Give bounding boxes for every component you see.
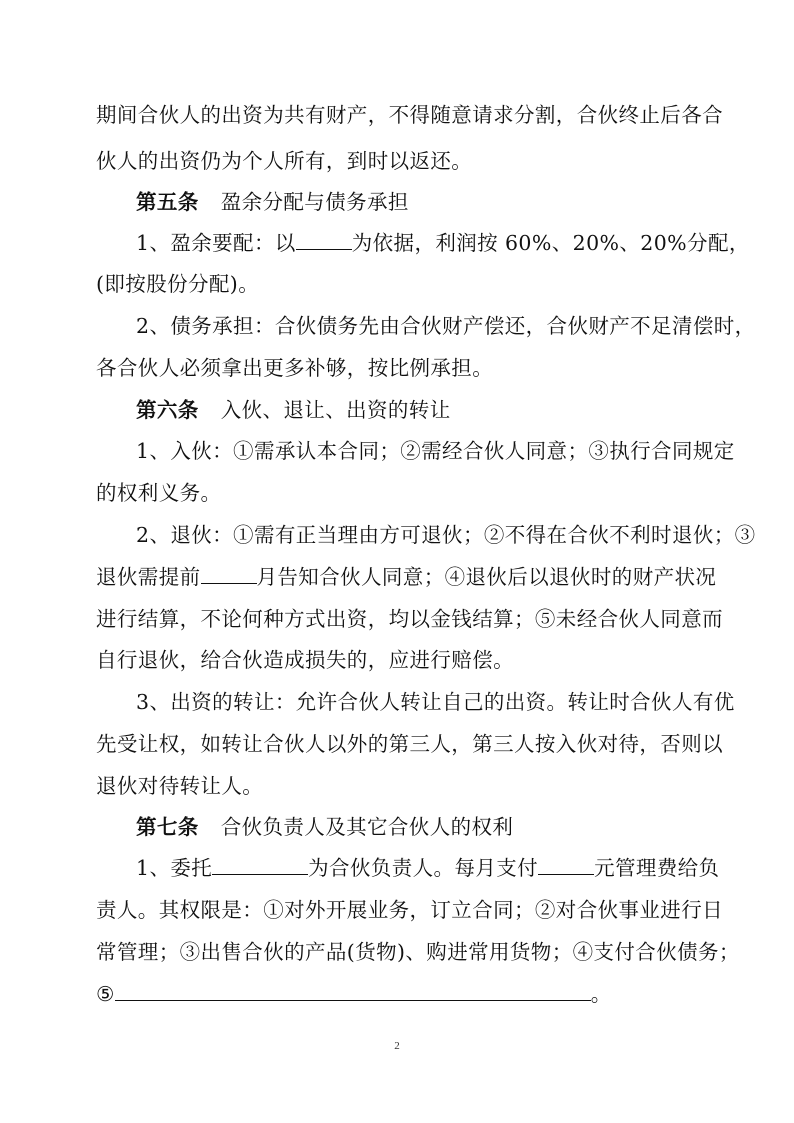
text: 元管理费给负	[594, 856, 720, 880]
text: 。	[590, 982, 612, 1006]
paragraph-line	[96, 269, 700, 299]
text: 责人。其权限是：①对外开展业务，订立合同；②对合伙事业进行日	[96, 898, 723, 922]
text: 的权利义务。	[96, 481, 222, 505]
text: 期间合伙人的出资为共有财产，不得随意请求分割，合伙终止后各合	[96, 103, 723, 127]
text: 退伙对待转让人。	[96, 774, 264, 798]
article-number: 第七条	[136, 815, 199, 839]
text: 为合伙负责人。每月支付	[308, 856, 539, 880]
fill-blank	[115, 981, 591, 1001]
text: 2、退伙：①需有正当理由方可退伙；②不得在合伙不利时退伙；③	[136, 523, 756, 547]
article-title: 盈余分配与债务承担	[220, 190, 409, 214]
page-number: 2	[394, 1040, 400, 1052]
paragraph-line	[96, 353, 700, 383]
paragraph-line	[96, 895, 723, 925]
text: 退伙需提前	[96, 565, 201, 589]
paragraph-line	[96, 604, 723, 634]
text: 进行结算，不论何种方式出资，均以金钱结算；⑤未经合伙人同意而	[96, 607, 723, 631]
article-title: 入伙、退让、出资的转让	[220, 398, 451, 422]
paragraph-line	[136, 853, 720, 883]
paragraph-line	[96, 100, 723, 130]
fill-blank	[212, 855, 308, 875]
paragraph-line	[96, 771, 700, 801]
paragraph-line	[136, 436, 735, 466]
fill-blank	[538, 855, 594, 875]
paragraph-line	[136, 228, 750, 258]
paragraph-line	[96, 146, 700, 176]
text: 1、入伙：①需承认本合同；②需经合伙人同意；③执行合同规定	[136, 439, 735, 463]
text: 先受让权，如转让合伙人以外的第三人，第三人按入伙对待，否则以	[96, 732, 723, 756]
paragraph-line	[136, 687, 735, 717]
text: 1、盈余要配：以	[136, 231, 296, 255]
text: 伙人的出资仍为个人所有，到时以返还。	[96, 149, 473, 173]
text: 为依据，利润按 60%、20%、20%分配，	[351, 231, 750, 255]
article-number: 第六条	[136, 398, 199, 422]
text: 月告知合伙人同意；④退伙后以退伙时的财产状况	[256, 565, 717, 589]
paragraph-line	[136, 311, 756, 341]
text: ⑤	[96, 982, 115, 1006]
paragraph-line	[136, 520, 756, 550]
paragraph-line	[96, 979, 700, 1009]
text: 各合伙人必须拿出更多补够，按比例承担。	[96, 356, 494, 380]
fill-blank	[201, 564, 257, 584]
article-6-heading	[136, 395, 700, 425]
fill-blank	[296, 230, 352, 250]
paragraph-line	[96, 562, 717, 592]
article-title: 合伙负责人及其它合伙人的权利	[220, 815, 514, 839]
text: 2、债务承担：合伙债务先由合伙财产偿还，合伙财产不足清偿时，	[136, 314, 756, 338]
paragraph-line	[96, 478, 700, 508]
text: 自行退伙，给合伙造成损失的，应进行赔偿。	[96, 648, 514, 672]
article-number: 第五条	[136, 190, 199, 214]
text: 常管理；③出售合伙的产品(货物)、购进常用货物；④支付合伙债务；	[96, 940, 740, 964]
article-5-heading	[136, 187, 700, 217]
paragraph-line	[96, 645, 700, 675]
text: (即按股份分配)。	[96, 272, 260, 296]
paragraph-line	[96, 937, 740, 967]
article-7-heading	[136, 812, 700, 842]
text: 1、委托	[136, 856, 213, 880]
paragraph-line	[96, 729, 723, 759]
text: 3、出资的转让：允许合伙人转让自己的出资。转让时合伙人有优	[136, 690, 735, 714]
